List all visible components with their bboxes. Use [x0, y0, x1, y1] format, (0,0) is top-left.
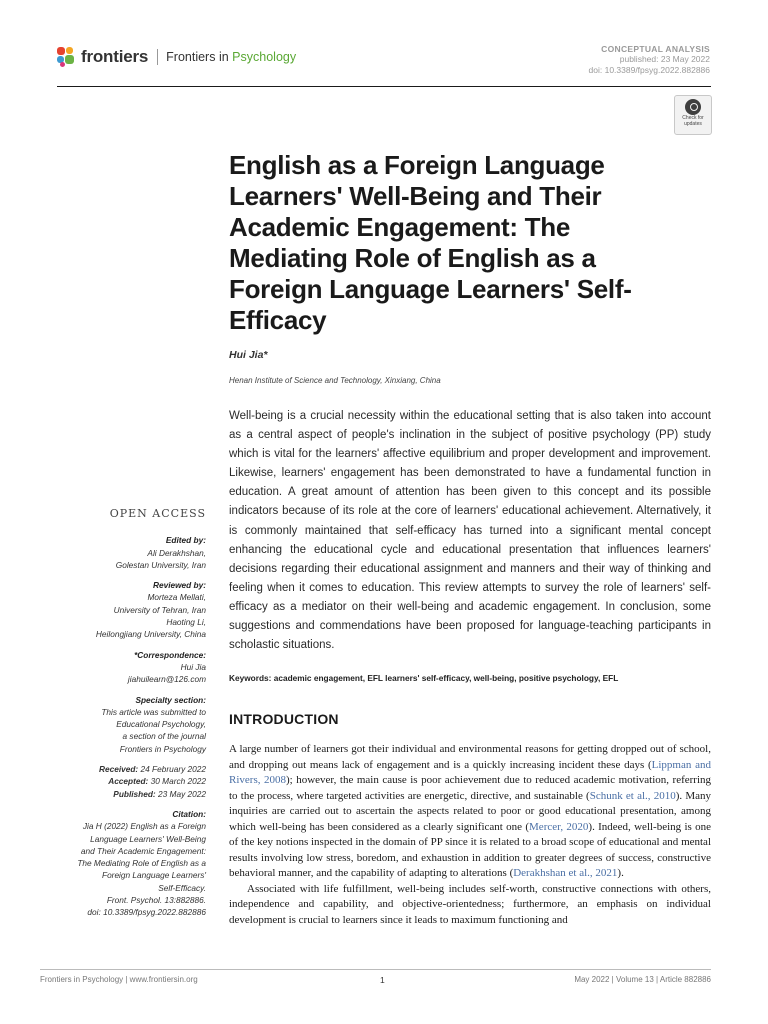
edited-by-label: Edited by:	[165, 535, 206, 546]
article-meta	[589, 44, 710, 76]
reviewed-by-section	[40, 579, 206, 640]
citation-line: Jia H (2022) English as a Foreign	[82, 821, 206, 832]
specialty-section	[40, 694, 206, 755]
specialty-label: Specialty section:	[135, 694, 206, 705]
logo-wordmark: frontiers	[81, 47, 149, 66]
reviewed-by-label: Reviewed by:	[152, 580, 206, 591]
citation-line: Front. Psychol. 13:882886.	[106, 895, 206, 906]
reviewer-name[interactable]: Morteza Mellati,	[147, 592, 206, 603]
body-paragraph: A large number of learners got their individual and environmental reasons for getting dropped out of school, and dropping out means lack of engagement and is a quickly increasing incident these days (Lippman and Rivers, 2008); however, the main cause is poor achievement due to reduced academic motivation, referring to the process, where targeted activities are energetic, directive, and sustainable (Schunk et al., 2010). Many inquiries are carried out to ascertain the aspects related to poor or good educational presentation, among which well-being has been considered as a clearly significant one (Mercer, 2020). Indeed, well-being is one of the key notions inspected in the domain of PP since it is related to a broad scope of educational and mental results involving low stress, boredom, and exhaustion in addition to greater degrees of success, constructive behavioral manner, and the capability of adapting to alterations (Derakhshan et al., 2021).	[229, 743, 711, 879]
correspondence-email[interactable]: jiahuilearn@126.com	[127, 674, 206, 685]
citation-line: and Their Academic Engagement:	[80, 845, 206, 856]
footer-divider	[40, 969, 711, 970]
header-divider	[57, 86, 711, 87]
specialty-line: This article was submitted to	[101, 706, 206, 717]
author-affiliation: Henan Institute of Science and Technology, Xinxiang, China	[229, 376, 441, 385]
published-date-sidebar: Published: 23 May 2022	[113, 788, 206, 799]
published-date: published: 23 May 2022	[619, 54, 710, 64]
check-updates-label-2: updates	[684, 120, 702, 127]
citation-line: The Mediating Role of English as a	[77, 858, 206, 869]
citation-link[interactable]: Derakhshan et al., 2021	[513, 867, 618, 879]
footer-journal-link[interactable]: Frontiers in Psychology | www.frontiersin.org	[40, 975, 198, 984]
keywords: Keywords: academic engagement, EFL learners' self-efficacy, well-being, positive psychology, EFL	[229, 673, 619, 683]
specialty-line: Frontiers in Psychology	[119, 743, 206, 754]
logo-divider	[157, 49, 158, 65]
article-doi[interactable]: doi: 10.3389/fpsyg.2022.882886	[588, 65, 710, 75]
correspondence-section	[40, 649, 206, 686]
dates-section	[40, 763, 206, 800]
citation-line: Self-Efficacy.	[158, 882, 206, 893]
reviewer-name[interactable]: Haoting Li,	[166, 617, 206, 628]
check-for-updates-button[interactable]	[674, 95, 712, 135]
author-name[interactable]: Hui Jia*	[229, 349, 268, 361]
received-date: Received: 24 February 2022	[98, 764, 206, 775]
citation-line: Language Learners' Well-Being	[90, 833, 206, 844]
abstract: Well-being is a crucial necessity within the educational setting that is also taken into account as a central aspect of people's inclination in the subject of positive psychology (PP) study which is vital for the learners' affective equilibrium and proper development and improvement. Likewise, learners' engagement has been demonstrated to have a fundamental function in education. A great amount of attention has been given to this concept and its possible indicators because of its role at the core of learners' educational achievement. Alternatively, it is commonly maintained that self-efficacy has turned into a significant mental concept enhancing the educational cycle and educational presentation that influences learners' decisions regarding their educational assignment and manners and their way of thinking and feeling when it comes to education. This review attempts to survey the role of learners' self-efficacy as a mediator on their well-being and academic engagement. In conclusion, some suggestions and commendations have been proposed for language-teaching participants in scholastic situations.	[229, 410, 711, 652]
reviewer-affiliation: Heilongjiang University, China	[95, 629, 206, 640]
article-info-sidebar	[40, 508, 206, 927]
editor-name[interactable]: Ali Derakhshan,	[147, 547, 206, 558]
citation-link[interactable]: Mercer, 2020	[529, 820, 589, 833]
editor-affiliation: Golestan University, Iran	[115, 559, 206, 570]
specialty-line: a section of the journal	[122, 731, 206, 742]
check-updates-icon	[685, 99, 701, 115]
body-paragraph: Associated with life fulfillment, well-being includes self-worth, constructive connections with others, independence and capability, and objective-orientedness; furthermore, an emphasis on individual development is crucial to learners since it leads to maximum functioning and	[229, 882, 711, 926]
citation-section	[40, 808, 206, 919]
check-updates-label-1: Check for	[682, 115, 704, 121]
section-heading-introduction: INTRODUCTION	[229, 711, 339, 727]
citation-line: Foreign Language Learners'	[102, 870, 206, 881]
article-type: CONCEPTUAL ANALYSIS	[601, 44, 710, 54]
reviewer-affiliation: University of Tehran, Iran	[113, 604, 206, 615]
footer-issue-info: May 2022 | Volume 13 | Article 882886	[574, 975, 711, 984]
edited-by-section	[40, 534, 206, 571]
journal-name: Frontiers in Psychology	[166, 50, 297, 64]
page-number: 1	[380, 975, 385, 985]
frontiers-logo[interactable]	[57, 45, 296, 69]
body-text	[229, 742, 711, 928]
correspondence-name: Hui Jia	[180, 661, 206, 672]
specialty-line: Educational Psychology,	[116, 719, 206, 730]
frontiers-logo-icon	[57, 47, 77, 67]
citation-label: Citation:	[172, 808, 206, 819]
article-title: English as a Foreign Language Learners' Well-Being and Their Academic Engagement: The Mediating Role of English as a Foreign Language Learners' Self-Efficacy	[229, 150, 632, 335]
citation-link[interactable]: Lippman and Rivers, 2008	[229, 758, 711, 786]
accepted-date: Accepted: 30 March 2022	[108, 776, 206, 787]
correspondence-label: *Correspondence:	[134, 649, 206, 660]
open-access-label: OPEN ACCESS	[109, 507, 206, 520]
citation-link[interactable]: Schunk et al., 2010	[589, 789, 676, 802]
citation-doi[interactable]: doi: 10.3389/fpsyg.2022.882886	[87, 907, 206, 918]
